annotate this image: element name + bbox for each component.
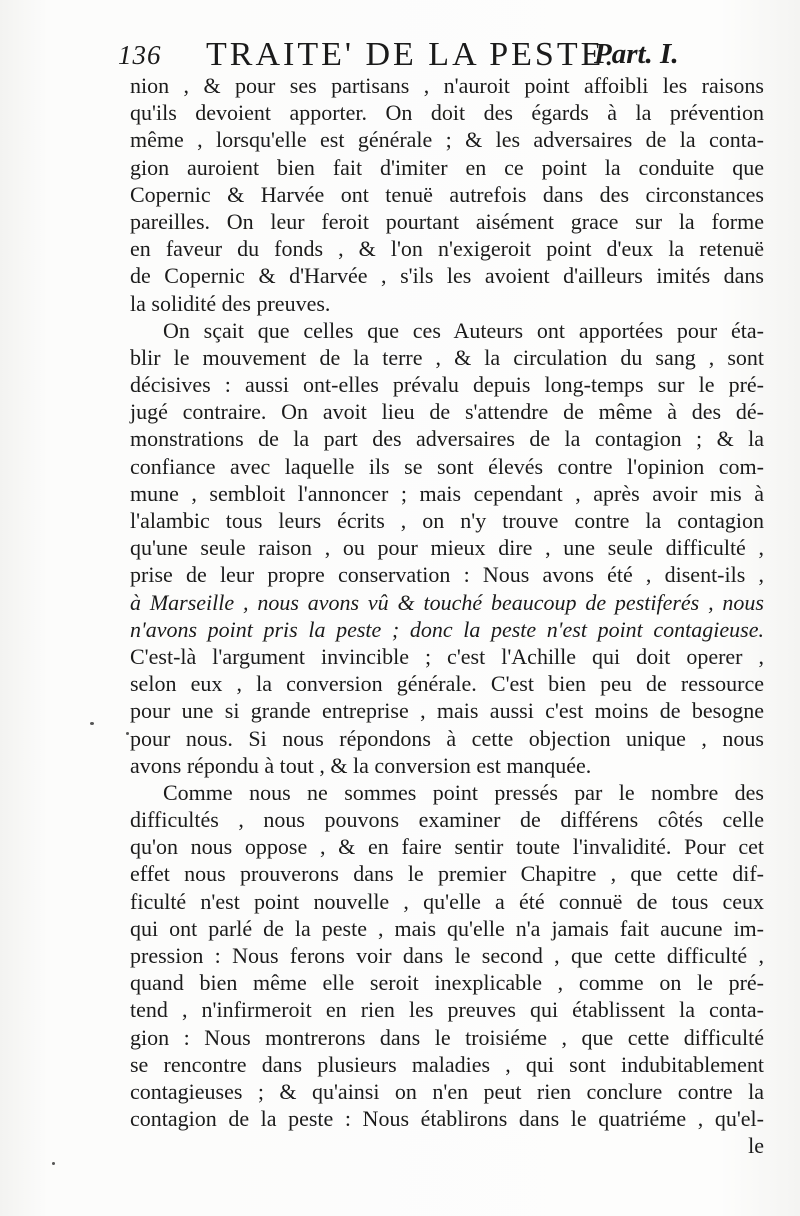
ink-speck — [52, 1162, 55, 1165]
text-line: confiance avec laquelle ils se sont élevés contre l'opinion com- — [130, 453, 764, 479]
text-line: difficultés , nous pouvons examiner de différens côtés celle — [130, 807, 764, 833]
text-line: même , lorsqu'elle est générale ; & les adversaires de la conta- — [130, 127, 764, 153]
catchword: le — [748, 1133, 764, 1159]
text-line: mune , sembloit l'annoncer ; mais cependant , après avoir mis à — [130, 480, 764, 506]
page-number: 136 — [118, 40, 162, 70]
running-head — [118, 34, 678, 74]
text-line: pour nous. Si nous répondons à cette objection unique , nous — [130, 725, 764, 751]
text-line: gion auroient bien fait d'imiter en ce point la conduite que — [130, 154, 764, 180]
ink-speck — [126, 732, 129, 735]
text-line: Comme nous ne sommes point pressés par le nombre des — [163, 779, 764, 805]
text-line: ficulté n'est point nouvelle , qu'elle a été connuë de tous ceux — [130, 888, 764, 914]
running-title: TRAITE' DE LA PESTE. — [206, 36, 616, 73]
text-line: blir le mouvement de la terre , & la circulation du sang , sont — [130, 344, 764, 370]
text-line: Copernic & Harvée ont tenuë autrefois dans des circonstances — [130, 181, 764, 207]
ink-speck — [90, 722, 94, 725]
text-line: n'avons point pris la peste ; donc la peste n'est point contagieuse. — [130, 616, 764, 642]
text-line: On sçait que celles que ces Auteurs ont apportées pour éta- — [163, 317, 764, 343]
text-line: C'est-là l'argument invincible ; c'est l'Achille qui doit operer , — [130, 643, 764, 669]
text-line: pareilles. On leur feroit pourtant aisément grace sur la forme — [130, 208, 764, 234]
text-line: selon eux , la conversion générale. C'est bien peu de ressource — [130, 671, 764, 697]
text-line: qu'ils devoient apporter. On doit des égards à la prévention — [130, 100, 764, 126]
text-line: jugé contraire. On avoit lieu de s'attendre de même à des dé- — [130, 399, 764, 425]
text-line: qui ont parlé de la peste , mais qu'elle n'a jamais fait aucune im- — [130, 915, 764, 941]
text-line: contagieuses ; & qu'ainsi on n'en peut rien conclure contre la — [130, 1078, 764, 1104]
text-line: monstrations de la part des adversaires de la contagion ; & la — [130, 426, 764, 452]
text-line: la solidité des preuves. — [130, 290, 331, 316]
text-line: gion : Nous montrerons dans le troisiéme , que cette difficulté — [130, 1024, 764, 1050]
text-line: l'alambic tous leurs écrits , on n'y trouve contre la contagion — [130, 508, 764, 533]
text-line: à Marseille , nous avons vû & touché beaucoup de pestiferés , nous — [130, 589, 764, 615]
text-line: contagion de la peste : Nous établirons dans le quatriéme , qu'el- — [130, 1106, 764, 1132]
text-line: se rencontre dans plusieurs maladies , qui sont indubitablement — [130, 1051, 764, 1077]
text-line: qu'on nous oppose , & en faire sentir toute l'invalidité. Pour cet — [130, 834, 764, 860]
text-line: de Copernic & d'Harvée , s'ils les avoient d'ailleurs imités dans — [130, 263, 764, 289]
text-line: tend , n'infirmeroit en rien les preuves qui établissent la conta- — [130, 997, 764, 1023]
body-text — [130, 72, 764, 1160]
text-line: décisives : aussi ont-elles prévalu depuis long-temps sur le pré- — [130, 372, 764, 398]
text-line: en faveur du fonds , & l'on n'exigeroit point d'eux la retenuë — [130, 236, 764, 262]
text-line: nion , & pour ses partisans , n'auroit point affoibli les raisons — [130, 73, 764, 98]
text-line: pour une si grande entreprise , mais aussi c'est moins de besogne — [130, 698, 764, 724]
text-line: effet nous prouverons dans le premier Chapitre , que cette dif- — [130, 861, 764, 887]
text-line: quand bien même elle seroit inexplicable , comme on le pré- — [130, 970, 764, 996]
text-line: avons répondu à tout , & la conversion est manquée. — [130, 752, 592, 778]
text-line: pression : Nous ferons voir dans le second , que cette difficulté , — [130, 943, 764, 968]
text-line: qu'une seule raison , ou pour mieux dire , une seule difficulté , — [130, 535, 764, 561]
text-line: prise de leur propre conservation : Nous avons été , disent-ils , — [130, 562, 764, 588]
part-label: Part. I. — [594, 38, 679, 70]
